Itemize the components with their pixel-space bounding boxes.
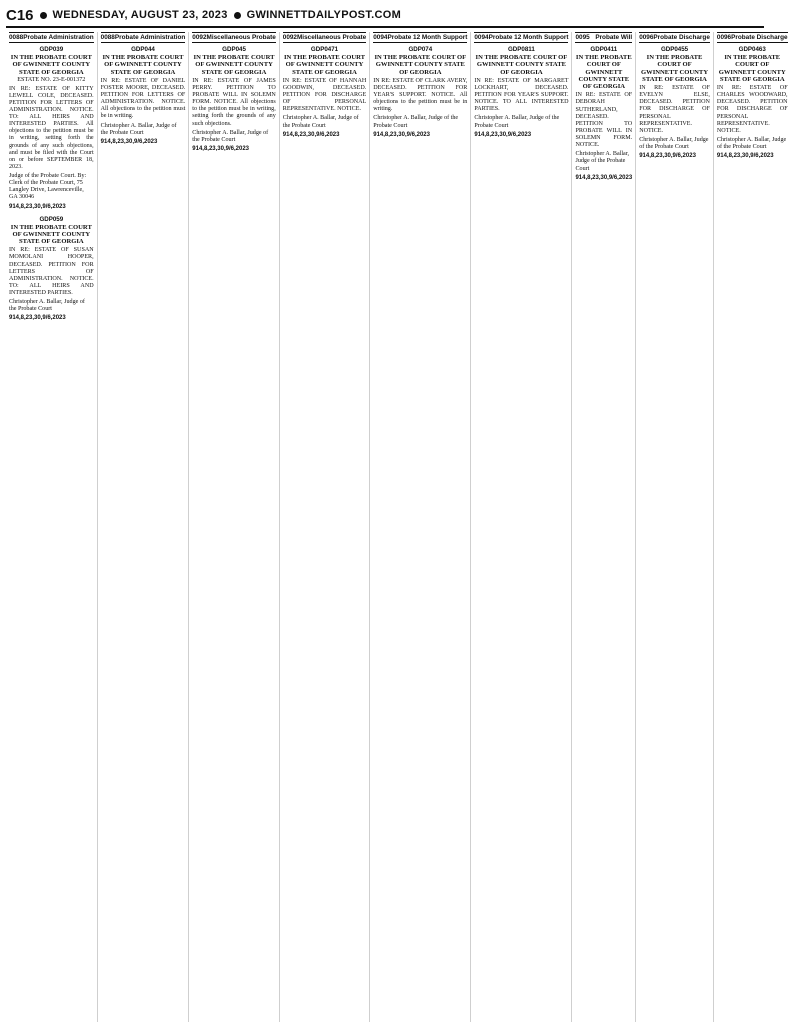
bullet-icon <box>40 12 47 19</box>
category-header <box>474 32 568 43</box>
notice-heading: IN THE PROBATE COURT OF GWINNETT COUNTY STATE OF GEORGIA <box>10 54 92 76</box>
category-code: 0095 <box>575 34 590 41</box>
notice-signature: Christopher A. Ballar, Judge of the Probate Court <box>575 151 630 172</box>
notice-id: GDP074 <box>408 46 433 53</box>
category-name: Probate Discharge <box>653 34 710 41</box>
notice-column <box>189 32 279 1022</box>
notice-heading: IN THE PROBATE COURT OF GWINNETT COUNTY STATE OF GEORGIA <box>193 54 275 76</box>
legal-notice <box>9 46 94 210</box>
notice-column <box>370 32 471 1022</box>
notice-signature: Judge of the Probate Court. By: Clerk of the Probate Court, 75 Langley Drive, Lawrenceville, GA 30046 <box>9 173 87 201</box>
publication-dates: 914,8,23,30,9/6,2023 <box>192 145 249 152</box>
category-header <box>575 32 632 43</box>
notice-column <box>98 32 190 1022</box>
notice-heading: IN THE PROBATE COURT OF GWINNETT COUNTY STATE OF GEORGIA <box>102 54 184 76</box>
date-line: WEDNESDAY, AUGUST 23, 2023 <box>52 9 228 21</box>
category-name: Miscellaneous Probate <box>206 34 276 41</box>
category-code: 0096 <box>716 34 732 41</box>
notice-signature: Christopher A. Ballar, Judge of the Probate Court <box>282 115 359 129</box>
category-name: Probate Discharge <box>731 34 788 41</box>
category-header <box>373 32 467 43</box>
legal-notice <box>192 46 275 152</box>
category-header <box>192 32 275 43</box>
category-code: 0094 <box>474 34 489 41</box>
notice-body: IN RE: ESTATE OF CLARK AVERY, DECEASED. PETITION FOR YEAR'S SUPPORT. NOTICE. All objections to the petition must be in writing. <box>373 77 468 113</box>
notice-id: GDP0471 <box>310 46 339 53</box>
category-name: Probate 12 Month Support <box>488 34 569 41</box>
notice-signature: Christopher A. Ballar, Judge of the Probate Court <box>639 136 709 150</box>
legal-notice <box>717 46 788 159</box>
notice-heading: IN THE PROBATE COURT OF GWINNETT COUNTY STATE OF GEORGIA <box>283 54 366 76</box>
notice-body: IN RE: ESTATE OF CHARLES WOODWARD, DECEASED. PETITION FOR DISCHARGE OF PERSONAL REPRESENTATIVE. NOTICE. <box>716 85 788 134</box>
notice-body: IN RE: ESTATE OF HANNAH GOODWIN, DECEASED. PETITION FOR DISCHARGE OF PERSONAL REPRESENTATIVE. NOTICE. <box>282 77 367 113</box>
category-header <box>639 32 710 43</box>
notice-column <box>6 32 98 1022</box>
notice-body: IN RE: ESTATE OF EVELYN ELSE, DECEASED. PETITION FOR DISCHARGE OF PERSONAL REPRESENTATIVE. NOTICE. <box>639 85 710 134</box>
notice-body: IN RE: ESTATE OF JAMES PERRY. PETITION TO PROBATE WILL IN SOLEMN FORM. NOTICE. All objections to the petition must be in writing, setting forth the grounds of any such objections. <box>192 77 276 127</box>
publication-dates: 914,8,23,30,9/6,2023 <box>100 138 158 145</box>
notice-signature: Christopher A. Ballar, Judge of the Probate Court <box>192 129 269 143</box>
notice-heading: IN THE PROBATE COURT OF GWINNETT COUNTY STATE OF GEORGIA <box>374 54 467 76</box>
publication-dates: 914,8,23,30,9/6,2023 <box>639 153 696 160</box>
publication-dates: 914,8,23,30,9/6,2023 <box>282 131 340 138</box>
publication-dates: 914,8,23,30,9/6,2023 <box>575 174 633 181</box>
notice-id: GDP0463 <box>738 46 766 53</box>
notice-column <box>572 32 636 1022</box>
category-header <box>101 32 186 43</box>
notice-column <box>471 32 572 1022</box>
notice-signature: Christopher A. Ballar, Judge of the Probate Court <box>474 115 560 129</box>
notice-signature: Christopher A. Ballar, Judge of the Probate Court <box>373 115 459 129</box>
category-header <box>9 32 94 43</box>
masthead <box>6 4 764 28</box>
website-url[interactable]: GWINNETTDAILYPOST.COM <box>246 9 402 21</box>
notice-body: IN RE: ESTATE OF DEBORAH SUTHERLAND, DECEASED. PETITION TO PROBATE WILL IN SOLEMN FORM. NOTICE. <box>575 92 633 149</box>
category-name: Probate Administration <box>114 34 186 41</box>
category-name: Probate Will <box>595 34 633 41</box>
notice-heading: IN THE PROBATE COURT OF GWINNETT COUNTY STATE OF GEORGIA <box>640 54 709 83</box>
publication-dates: 914,8,23,30,9/6,2023 <box>373 131 430 138</box>
notice-heading: IN THE PROBATE COURT OF GWINNETT COUNTY STATE OF GEORGIA <box>718 54 786 83</box>
legal-notice <box>474 46 568 138</box>
legal-notice-columns <box>6 32 788 1022</box>
notice-id: GDP0411 <box>590 46 618 53</box>
notice-id: GDP045 <box>222 46 246 53</box>
notice-signature: Christopher A. Ballar, Judge of the Probate Court <box>716 136 787 150</box>
legal-notice <box>575 46 632 181</box>
legal-notice <box>283 46 366 138</box>
notice-id: GDP0811 <box>507 46 535 53</box>
legal-notice <box>373 46 467 138</box>
category-name: Miscellaneous Probate <box>296 34 367 41</box>
notice-id: GDP039 <box>39 46 64 53</box>
notice-column <box>636 32 714 1022</box>
legal-notice <box>101 46 186 145</box>
publication-dates: 914,8,23,30,9/6,2023 <box>716 153 774 160</box>
legal-notice <box>9 216 94 322</box>
estate-number: ESTATE NO. 23-E-001372 <box>17 75 86 83</box>
category-code: 0088 <box>100 34 115 41</box>
category-code: 0088 <box>9 34 24 41</box>
notice-heading: IN THE PROBATE COURT OF GWINNETT COUNTY STATE OF GEORGIA <box>10 223 92 246</box>
notice-id: GDP059 <box>39 215 64 223</box>
notice-signature: Christopher A. Ballar, Judge of the Probate Court <box>9 299 85 313</box>
category-code: 0092 <box>192 34 207 41</box>
page-number: C16 <box>6 6 34 24</box>
notice-body: IN RE: ESTATE OF MARGARET LOCKHART, DECEASED. PETITION FOR YEAR'S SUPPORT. NOTICE. TO ALL INTERESTED PARTIES. <box>474 77 569 113</box>
category-code: 0096 <box>639 34 654 41</box>
legal-notice <box>639 46 710 159</box>
bullet-icon <box>234 12 241 19</box>
notice-body: IN RE: ESTATE OF SUSAN MOMOLANI HOOPER, DECEASED. PETITION FOR LETTERS OF ADMINISTRATION. NOTICE. TO: ALL HEIRS AND INTERESTED PARTIES. <box>9 247 94 297</box>
category-header <box>283 32 366 43</box>
publication-dates: 914,8,23,30,9/6,2023 <box>9 203 66 210</box>
category-name: Probate Administration <box>23 34 94 41</box>
category-name: Probate 12 Month Support <box>387 34 468 41</box>
notice-column <box>280 32 370 1022</box>
notice-body: IN RE: ESTATE OF DANIEL FOSTER MOORE, DECEASED. PETITION FOR LETTERS OF ADMINISTRATION. NOTICE. All objections to the petition must be in writing. <box>100 77 186 120</box>
category-code: 0092 <box>282 34 297 41</box>
publication-dates: 914,8,23,30,9/6,2023 <box>474 131 532 138</box>
category-code: 0094 <box>373 34 388 41</box>
notice-heading: IN THE PROBATE COURT OF GWINNETT COUNTY STATE OF GEORGIA <box>475 54 568 76</box>
notice-id: GDP044 <box>131 46 155 53</box>
publication-dates: 914,8,23,30,9/6,2023 <box>9 315 66 322</box>
notice-heading: IN THE PROBATE COURT OF GWINNETT COUNTY STATE OF GEORGIA <box>575 54 632 90</box>
notice-signature: Christopher A. Ballar, Judge of the Probate Court <box>100 122 177 136</box>
notice-id: GDP0455 <box>660 46 689 53</box>
category-header <box>717 32 788 43</box>
notice-column <box>714 32 791 1022</box>
notice-body: IN RE: ESTATE OF KITTY LEWELL COLE, DECEASED. PETITION FOR LETTERS OF ADMINISTRATION. NOTICE. TO: ALL HEIRS AND INTERESTED PARTIES. All objections to the petition must be in writing, setting forth the grounds of any such objections, and must be filed with the Court on or before SEPTEMBER 18, 2023. <box>9 85 94 170</box>
